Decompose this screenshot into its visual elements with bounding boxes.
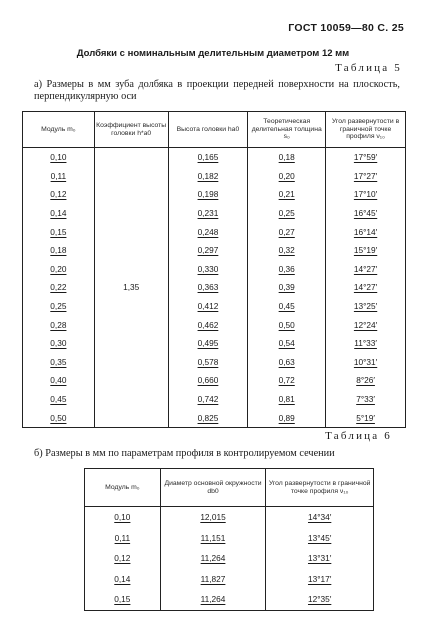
height-cell: 0,165	[168, 148, 248, 167]
module-cell: 0,12	[85, 548, 161, 569]
height-cell: 0,198	[168, 185, 248, 204]
angle-cell: 7°33′	[326, 390, 406, 409]
module-cell: 0,18	[23, 241, 95, 260]
thickness-cell: 0,21	[248, 185, 326, 204]
angle-cell: 12°24′	[326, 315, 406, 334]
thickness-cell: 0,25	[248, 204, 326, 223]
module-cell: 0,28	[23, 315, 95, 334]
table5-body	[23, 148, 406, 428]
table6-caption: б) Размеры в мм по параметрам профиля в контролируемом сечении	[34, 448, 335, 459]
table6	[84, 468, 374, 611]
module-cell: 0,11	[85, 528, 161, 549]
height-cell: 0,825	[168, 408, 248, 427]
angle-cell: 17°27′	[326, 167, 406, 186]
table6-body	[85, 507, 374, 611]
angle-cell: 5°19′	[326, 408, 406, 427]
table5-header-module: Модуль m₀	[23, 112, 95, 148]
module-cell: 0,15	[85, 589, 161, 610]
table6-header-angle: Угол развернутости в граничной точке профиля ν₁₀	[266, 469, 374, 507]
table-row	[23, 390, 406, 409]
diameter-cell: 11,151	[160, 528, 266, 549]
module-cell: 0,25	[23, 297, 95, 316]
angle-cell: 17°10′	[326, 185, 406, 204]
table5-caption: а) Размеры в мм зуба долбяка в проекции передней поверхности на плоскость, перпендикулярную оси	[34, 79, 400, 102]
height-cell: 0,660	[168, 371, 248, 390]
module-cell: 0,10	[85, 507, 161, 528]
thickness-cell: 0,54	[248, 334, 326, 353]
table5-header-coefficient: Коэффициент высоты головки h*a0	[94, 112, 168, 148]
thickness-cell: 0,20	[248, 167, 326, 186]
angle-cell: 13°17′	[266, 569, 374, 590]
table6-label: Таблица 6	[325, 430, 392, 442]
thickness-cell: 0,72	[248, 371, 326, 390]
table-row	[85, 507, 374, 528]
module-cell: 0,40	[23, 371, 95, 390]
table-row	[23, 185, 406, 204]
table-row	[23, 167, 406, 186]
thickness-cell: 0,45	[248, 297, 326, 316]
table-row	[23, 297, 406, 316]
table5	[22, 111, 406, 428]
table6-header-module: Модуль m₀	[85, 469, 161, 507]
thickness-cell: 0,27	[248, 222, 326, 241]
height-cell: 0,578	[168, 353, 248, 372]
module-cell: 0,50	[23, 408, 95, 427]
table-row	[85, 548, 374, 569]
module-cell: 0,12	[23, 185, 95, 204]
thickness-cell: 0,50	[248, 315, 326, 334]
page-title: Долбяки с номинальным делительным диаметром 12 мм	[76, 48, 350, 59]
diameter-cell: 11,264	[160, 589, 266, 610]
table-row	[85, 528, 374, 549]
table-row	[23, 334, 406, 353]
table5-label: Таблица 5	[335, 62, 402, 74]
table-row	[23, 260, 406, 279]
module-cell: 0,14	[85, 569, 161, 590]
height-cell: 0,742	[168, 390, 248, 409]
table6-header-diameter: Диаметр основной окружности db0	[160, 469, 266, 507]
table-row	[23, 241, 406, 260]
table5-header-angle: Угол развернутости в граничной точке профиля ν₁₀	[326, 112, 406, 148]
thickness-cell: 0,39	[248, 278, 326, 297]
module-cell: 0,20	[23, 260, 95, 279]
angle-cell: 15°19′	[326, 241, 406, 260]
height-cell: 0,297	[168, 241, 248, 260]
module-cell: 0,15	[23, 222, 95, 241]
table-row	[23, 315, 406, 334]
module-cell: 0,35	[23, 353, 95, 372]
angle-cell: 8°26′	[326, 371, 406, 390]
height-cell: 0,182	[168, 167, 248, 186]
thickness-cell: 0,18	[248, 148, 326, 167]
thickness-cell: 0,81	[248, 390, 326, 409]
height-cell: 0,363	[168, 278, 248, 297]
module-cell: 0,30	[23, 334, 95, 353]
module-cell: 0,10	[23, 148, 95, 167]
thickness-cell: 0,36	[248, 260, 326, 279]
angle-cell: 13°45′	[266, 528, 374, 549]
thickness-cell: 0,32	[248, 241, 326, 260]
angle-cell: 16°14′	[326, 222, 406, 241]
angle-cell: 14°34′	[266, 507, 374, 528]
angle-cell: 13°31′	[266, 548, 374, 569]
table-row	[23, 148, 406, 167]
table-row	[23, 222, 406, 241]
diameter-cell: 12,015	[160, 507, 266, 528]
module-cell: 0,11	[23, 167, 95, 186]
coefficient-cell: 1,35	[94, 148, 168, 428]
table-row	[85, 589, 374, 610]
table5-header-thickness: Теоретическая делительная толщина s₀	[248, 112, 326, 148]
height-cell: 0,462	[168, 315, 248, 334]
table-row	[23, 408, 406, 427]
angle-cell: 12°35′	[266, 589, 374, 610]
table-row	[23, 278, 406, 297]
angle-cell: 17°59′	[326, 148, 406, 167]
angle-cell: 14°27′	[326, 260, 406, 279]
diameter-cell: 11,827	[160, 569, 266, 590]
table-row	[23, 353, 406, 372]
table5-header-height: Высота головки ha0	[168, 112, 248, 148]
thickness-cell: 0,63	[248, 353, 326, 372]
table-row	[23, 204, 406, 223]
thickness-cell: 0,89	[248, 408, 326, 427]
height-cell: 0,495	[168, 334, 248, 353]
table-row	[23, 371, 406, 390]
height-cell: 0,412	[168, 297, 248, 316]
height-cell: 0,330	[168, 260, 248, 279]
page-header: ГОСТ 10059—80 С. 25	[288, 22, 404, 34]
angle-cell: 10°31′	[326, 353, 406, 372]
angle-cell: 16°45′	[326, 204, 406, 223]
module-cell: 0,22	[23, 278, 95, 297]
angle-cell: 13°25′	[326, 297, 406, 316]
height-cell: 0,248	[168, 222, 248, 241]
angle-cell: 11°33′	[326, 334, 406, 353]
height-cell: 0,231	[168, 204, 248, 223]
module-cell: 0,45	[23, 390, 95, 409]
table-row	[85, 569, 374, 590]
angle-cell: 14°27′	[326, 278, 406, 297]
module-cell: 0,14	[23, 204, 95, 223]
diameter-cell: 11,264	[160, 548, 266, 569]
